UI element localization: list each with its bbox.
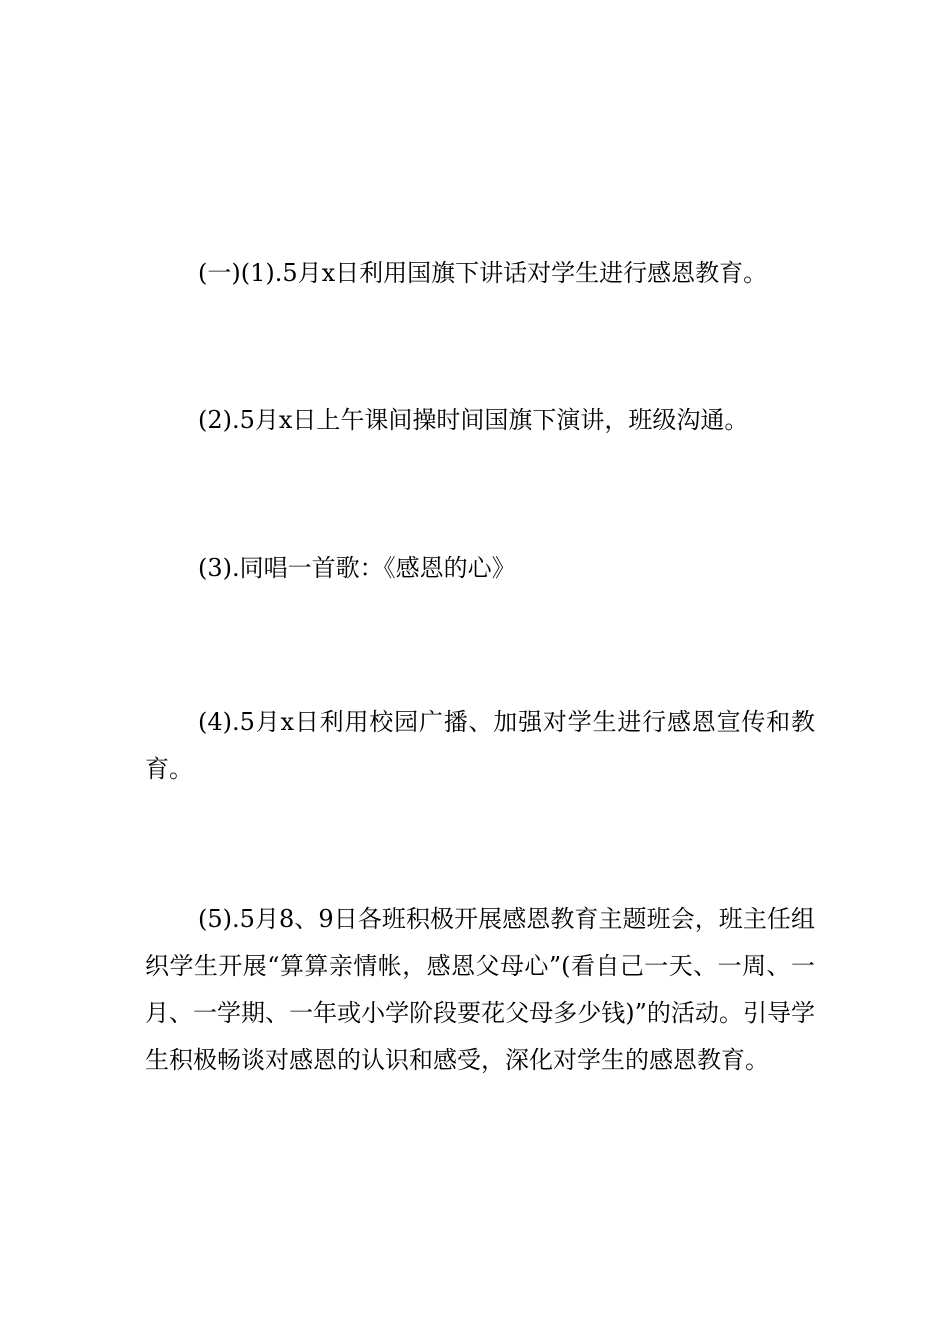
paragraph-item-4: (4).5月x日利用校园广播、加强对学生进行感恩宣传和教育。 — [145, 708, 815, 783]
paragraph-item-1: (一)(1).5月x日利用国旗下讲话对学生进行感恩教育。 — [198, 259, 768, 287]
paragraph-item-3: (3).同唱一首歌：《感恩的心》 — [198, 554, 516, 582]
paragraph-item-2: (2).5月x日上午课间操时间国旗下演讲，班级沟通。 — [198, 406, 749, 434]
paragraph-item-5: (5).5月8、9日各班积极开展感恩教育主题班会，班主任组织学生开展“算算亲情帐，感恩父母心”(看自己一天、一周、一月、一学期、一年或小学阶段要花父母多少钱)”的活动。引导学生积极畅谈对感恩的认识和感受，深化对学生的感恩教育。 — [145, 905, 815, 1074]
